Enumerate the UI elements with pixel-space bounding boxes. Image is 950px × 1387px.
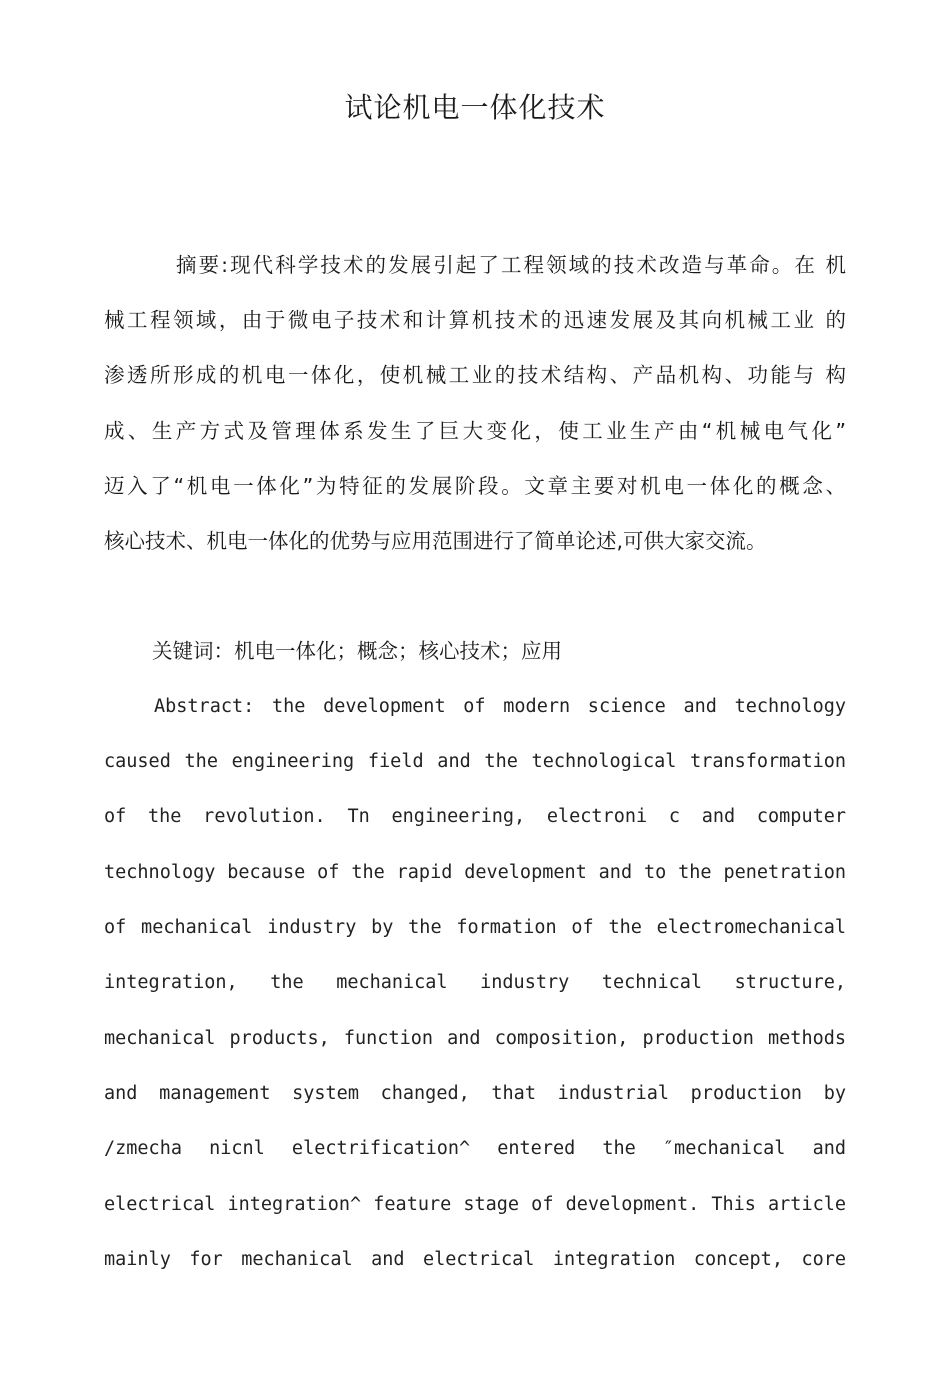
keywords-line: 关键词：机电一体化；概念；核心技术；应用 bbox=[152, 639, 562, 663]
abstract-en-line: electrical integration^ feature stage of development. This article bbox=[104, 1194, 846, 1215]
abstract-en-line: of the revolution. Tn engineering, electroni c and computer bbox=[104, 806, 846, 827]
abstract-en-line: mechanical products, function and composition, production methods bbox=[104, 1028, 846, 1049]
abstract-en-line: technology because of the rapid development and to the penetration bbox=[104, 862, 846, 883]
abstract-en-line: of mechanical industry by the formation of the electromechanical bbox=[104, 917, 846, 938]
abstract-zh-line: 核心技术、机电一体化的优势与应用范围进行了简单论述,可供大家交流。 bbox=[104, 529, 767, 553]
abstract-zh-line: 摘要:现代科学技术的发展引起了工程领域的技术改造与革命。在 机 bbox=[176, 253, 846, 277]
abstract-zh-line: 迈入了“机电一体化”为特征的发展阶段。文章主要对机电一体化的概念、 bbox=[104, 474, 846, 498]
abstract-zh-line: 渗透所形成的机电一体化，使机械工业的技术结构、产品机构、功能与 构 bbox=[104, 363, 846, 387]
abstract-zh-line: 械工程领域，由于微电子技术和计算机技术的迅速发展及其向机械工业 的 bbox=[104, 308, 846, 332]
abstract-en-line: caused the engineering field and the technological transformation bbox=[104, 751, 846, 772]
abstract-en-line: integration, the mechanical industry technical structure, bbox=[104, 972, 846, 993]
page-title: 试论机电一体化技术 bbox=[344, 91, 606, 124]
abstract-en-line: and management system changed, that industrial production by bbox=[104, 1083, 846, 1104]
abstract-en-line: Abstract: the development of modern science and technology bbox=[154, 696, 846, 717]
abstract-en-line: mainly for mechanical and electrical integration concept, core bbox=[104, 1249, 846, 1270]
abstract-en-line: /zmecha nicnl electrification^ entered the ″mechanical and bbox=[104, 1138, 846, 1159]
abstract-zh-line: 成、生产方式及管理体系发生了巨大变化，使工业生产由“机械电气化” bbox=[104, 419, 846, 443]
